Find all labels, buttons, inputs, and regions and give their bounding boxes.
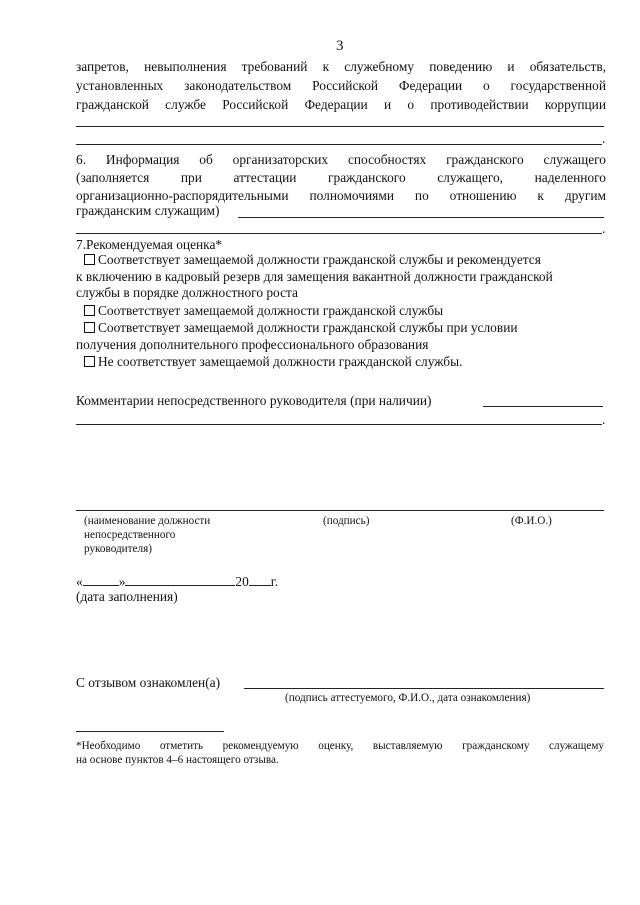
day-blank[interactable] <box>83 573 119 586</box>
section7-title: 7.Рекомендуемая оценка* <box>76 237 223 252</box>
position-caption-line-2: непосредственного <box>84 529 176 541</box>
acknowledge-caption: (подпись аттестуемого, Ф.И.О., дата ознакомления) <box>285 692 531 704</box>
section5-fill-line-1 <box>76 126 604 127</box>
option-4[interactable] <box>84 354 462 370</box>
option-2-checkbox[interactable] <box>84 305 95 316</box>
acknowledge-label: С отзывом ознакомлен(а) <box>76 675 221 690</box>
section6-title-line: 6. Информация об организаторских способностях гражданского служащего <box>76 152 606 167</box>
year-prefix: 20 <box>235 574 249 589</box>
section6-line-2: (заполняется при аттестации гражданского служащего, наделенного <box>76 170 606 185</box>
date-field[interactable] <box>76 573 278 590</box>
section6-line-4: гражданским служащим) <box>76 203 220 218</box>
footnote-line-2: на основе пунктов 4–6 настоящего отзыва. <box>76 754 279 766</box>
section5-end-dot: . <box>602 131 606 146</box>
acknowledge-line[interactable] <box>244 688 604 689</box>
section5-line-2: установленных законодательством Российской Федерации о государственной <box>76 78 606 93</box>
section5-line-1: запретов, невыполнения требований к служебному поведению и обязательств, <box>76 59 606 74</box>
section6-end-dot: . <box>602 221 606 236</box>
option-3-checkbox[interactable] <box>84 322 95 333</box>
page-number: 3 <box>336 38 344 54</box>
option-3[interactable] <box>84 320 518 336</box>
option-1-checkbox[interactable] <box>84 254 95 265</box>
footnote-separator <box>76 731 224 732</box>
date-caption: (дата заполнения) <box>76 589 178 604</box>
option-2-label: Соответствует замещаемой должности гражданской службы <box>98 303 444 318</box>
option-3-label: Соответствует замещаемой должности гражданской службы при условии <box>98 320 518 335</box>
date-open-quote: « <box>76 574 83 589</box>
option-1-line-2: к включению в кадровый резерв для замещения вакантной должности гражданской <box>76 269 553 284</box>
section5-line-3: гражданской службе Российской Федерации и о противодействии коррупции <box>76 97 606 112</box>
date-close-quote: » <box>118 574 126 589</box>
section6-line-3: организационно-распорядительными полномочиями по отношению к другим <box>76 188 606 203</box>
signature-line[interactable] <box>76 510 604 511</box>
month-blank[interactable] <box>125 573 235 586</box>
footnote-line-1: *Необходимо отметить рекомендуемую оценку, выставляемую гражданскому служащему <box>76 740 604 752</box>
comments-end-dot: . <box>602 412 606 427</box>
comments-fill-line-2[interactable] <box>76 424 602 425</box>
option-3-line-2: получения дополнительного профессионального образования <box>76 337 429 352</box>
option-4-label: Не соответствует замещаемой должности гражданской службы. <box>98 354 463 369</box>
option-1[interactable] <box>84 252 541 268</box>
position-caption-line-3: руководителя) <box>84 543 152 555</box>
section6-fill-line-2 <box>76 233 602 234</box>
comments-fill-line-1[interactable] <box>483 406 603 407</box>
section5-fill-line-2 <box>76 144 602 145</box>
year-blank[interactable] <box>249 573 271 586</box>
option-1-line-3: службы в порядке должностного роста <box>76 285 298 300</box>
option-4-checkbox[interactable] <box>84 356 95 367</box>
option-2[interactable] <box>84 303 443 319</box>
comments-label: Комментарии непосредственного руководителя (при наличии) <box>76 393 432 408</box>
fio-caption: (Ф.И.О.) <box>511 515 552 527</box>
section6-fill-line-1 <box>238 217 604 218</box>
option-1-label: Соответствует замещаемой должности гражданской службы и рекомендуется <box>98 252 541 267</box>
position-caption-line-1: (наименование должности <box>84 515 211 527</box>
sign-caption: (подпись) <box>323 515 370 527</box>
year-suffix: г. <box>270 574 279 589</box>
